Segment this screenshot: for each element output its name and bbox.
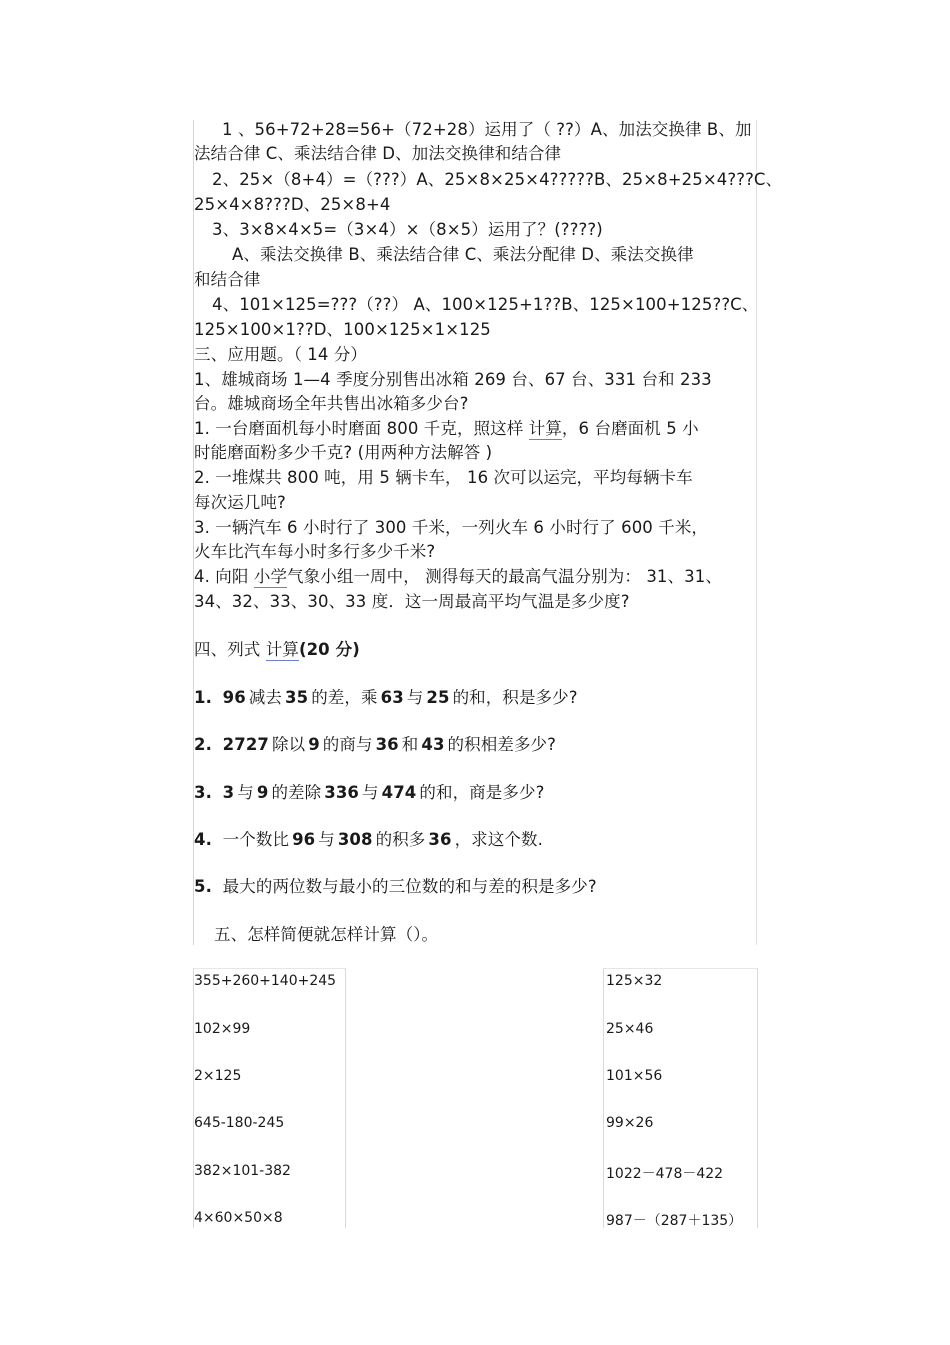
left-expression-column (193, 968, 346, 1228)
left-expr-1: 355+260+140+245 (194, 973, 337, 989)
q3-line-2: A、乘法交换律 B、乘法结合律 C、乘法分配律 D、乘法交换律 (232, 245, 694, 264)
calc-q3-part: 9 (256, 783, 269, 802)
calc-q4 (194, 828, 543, 852)
calc-q3 (194, 781, 544, 805)
app-q5-line-2: 34、32、33、30、33 度．这一周最高平均气温是多少度? (194, 592, 630, 611)
calc-q4-part: 36 (428, 830, 452, 849)
app-q5-line-1 (194, 565, 722, 589)
calc-q1-part: 96 (222, 688, 246, 707)
calc-q2-part: 和 (401, 735, 419, 754)
app-q3-line-1: 2. 一堆煤共 800 吨，用 5 辆卡车， 16 次可以运完，平均每辆卡车 (194, 468, 693, 487)
calc-q4-part: 与 (318, 830, 335, 849)
q4-line-2: 125×100×1??D、100×125×1×125 (194, 320, 491, 339)
section-3-heading: 三、应用题。（ 14 分） (194, 345, 368, 364)
q2-line-2: 25×4×8???D、25×8+4 (194, 195, 391, 214)
calc-q2-part: 36 (375, 735, 399, 754)
calc-q3-num: 3. (194, 783, 212, 802)
section-4-text-b: (20 分) (298, 640, 360, 659)
calc-q5-num: 5. (194, 877, 212, 896)
app-q4-line-1: 3. 一辆汽车 6 小时行了 300 千米，一列火车 6 小时行了 600 千米， (194, 518, 709, 537)
right-expr-1: 125×32 (606, 973, 663, 989)
calc-q1-part: 的差，乘 (311, 688, 378, 707)
q1-line-2: 法结合律 C、乘法结合律 D、加法交换律和结合律 (194, 144, 562, 163)
calc-q1-part: 与 (406, 688, 424, 707)
calc-q2-part: 的积相差多少? (447, 735, 557, 754)
calc-q4-part: 一个数比 (222, 830, 290, 849)
calc-q1-part: 的和，积是多少? (452, 688, 578, 707)
left-expr-4: 645-180-245 (194, 1115, 285, 1131)
right-expr-6: 987－（287＋135） (606, 1213, 743, 1229)
calc-q2 (194, 733, 556, 757)
calc-q4-part: 的积多 (375, 830, 426, 849)
calc-q3-part: 3 (222, 783, 235, 802)
calc-q5-part: 最大的两位数与最小的三位数的和与差的积是多少? (222, 877, 597, 896)
left-expr-2: 102×99 (194, 1021, 251, 1037)
calc-q4-num: 4. (194, 830, 212, 849)
calc-q2-part: 9 (308, 735, 320, 754)
left-expr-3: 2×125 (194, 1068, 242, 1084)
calc-q3-part: 的差除 (271, 783, 322, 802)
calc-q2-part: 2727 (222, 735, 269, 754)
left-expr-5: 382×101-382 (194, 1163, 291, 1179)
calc-q1-part: 35 (285, 688, 309, 707)
section-4-heading (194, 638, 360, 662)
calc-q3-part: 与 (237, 783, 254, 802)
section-4-text-a: 四、列式 (194, 640, 266, 659)
calc-q1 (194, 686, 578, 710)
app-q2-text-b: ，6 台磨面机 5 小 (561, 419, 699, 438)
left-expr-6: 4×60×50×8 (194, 1210, 283, 1226)
right-expr-5: 1022－478－422 (606, 1166, 724, 1182)
calc-q3-part: 336 (324, 783, 360, 802)
q2-line-1: 2、25×（8+4）=（???）A、25×8×25×4?????B、25×8+25×4???C、 (212, 170, 783, 189)
section-5-heading: 五、怎样简便就怎样计算（）。 (214, 925, 439, 944)
calc-link[interactable]: 计算 (528, 419, 562, 438)
calc-q2-part: 除以 (271, 735, 306, 754)
calc-q5 (194, 875, 597, 899)
calc-q2-part: 43 (421, 735, 445, 754)
app-q2-line-2: 时能磨面粉多少千克? (用两种方法解答 ) (194, 443, 493, 462)
q1-line-1: 1 、56+72+28=56+（72+28）运用了（ ??）A、加法交换律 B、加 (222, 120, 752, 139)
q3-line-1: 3、3×8×4×5=（3×4）×（8×5）运用了？(????) (212, 220, 603, 239)
calc-q3-part: 474 (381, 783, 417, 802)
calc-q1-part: 25 (426, 688, 450, 707)
calc-q2-part: 的商与 (322, 735, 373, 754)
right-expr-2: 25×46 (606, 1021, 654, 1037)
app-q2-text-a: 1. 一台磨面机每小时磨面 800 千克，照这样 (194, 419, 529, 438)
calc-link-2[interactable]: 计算 (265, 640, 299, 659)
app-q1-line-2: 台。雄城商场全年共售出冰箱多少台? (194, 394, 469, 413)
right-expression-column (603, 968, 758, 1228)
calc-q1-num: 1. (194, 688, 212, 707)
app-q5-text-b: 气象小组一周中， 测得每天的最高气温分别为： 31、31、 (287, 567, 722, 586)
right-expr-3: 101×56 (606, 1068, 663, 1084)
calc-q4-part: 96 (292, 830, 316, 849)
app-q4-line-2: 火车比汽车每小时多行多少千米? (194, 542, 436, 561)
calc-q3-part: 的和，商是多少? (419, 783, 545, 802)
app-q5-text-a: 4. 向阳 (194, 567, 254, 586)
calc-q2-num: 2. (194, 735, 212, 754)
app-q1-line-1: 1、雄城商场 1—4 季度分别售出冰箱 269 台、67 台、331 台和 233 (194, 370, 712, 389)
calc-q4-part: 308 (337, 830, 373, 849)
school-link[interactable]: 小学 (253, 567, 288, 586)
calc-q1-part: 63 (380, 688, 404, 707)
q3-line-3: 和结合律 (194, 270, 261, 289)
app-q3-line-2: 每次运几吨? (194, 493, 286, 512)
calc-q4-part: ，求这个数. (454, 830, 543, 849)
calc-q1-part: 减去 (248, 688, 283, 707)
calc-q3-part: 与 (362, 783, 379, 802)
q4-line-1: 4、101×125=???（??） A、100×125+1??B、125×100+125??C、 (212, 295, 759, 314)
app-q2-line-1 (194, 417, 699, 441)
right-expr-4: 99×26 (606, 1115, 654, 1131)
